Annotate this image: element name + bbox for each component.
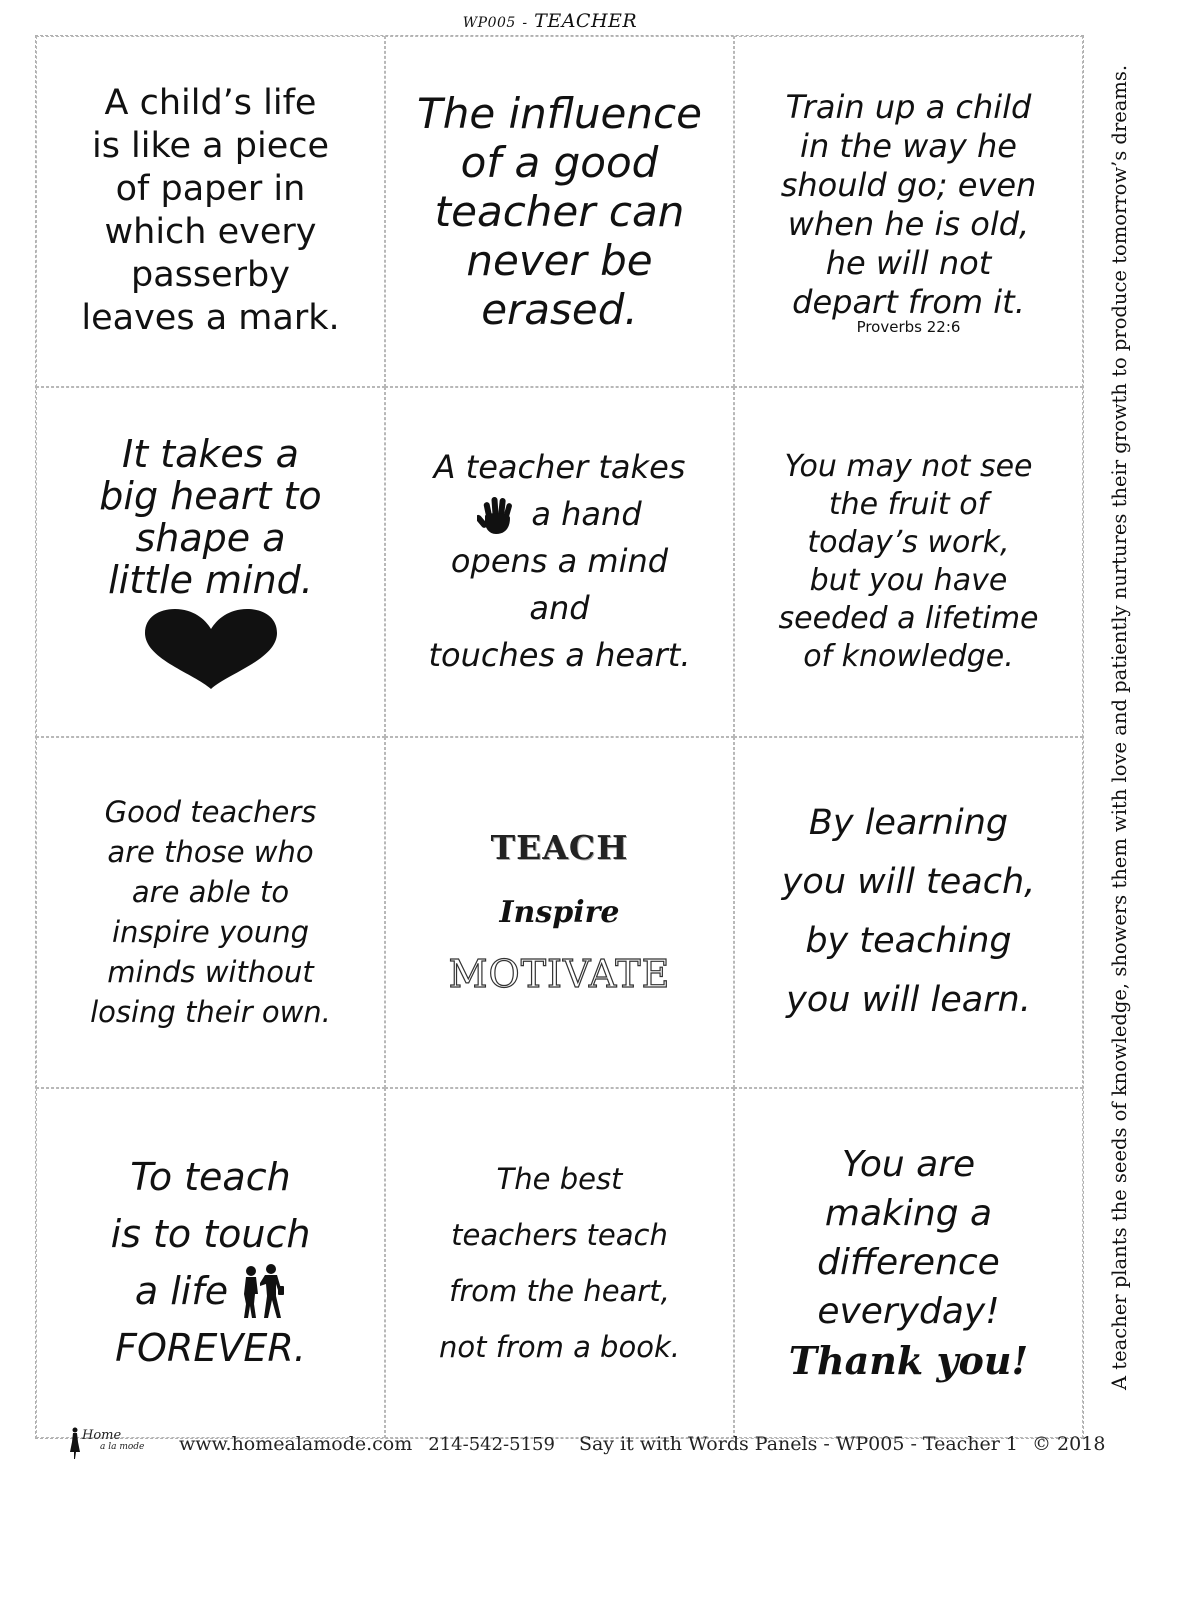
quote-line: A teacher takes [433,448,686,487]
sheet-header [0,10,1100,32]
quote-text: The influence of a good teacher can never be erased. [417,88,702,334]
product-title: Say it with Words Panels - WP005 - Teacher 1 [578,1433,1019,1455]
panel-making-a-difference [734,1088,1083,1439]
panel-fruit [734,387,1083,738]
logo-figure-icon [68,1426,82,1460]
panels-grid [35,35,1084,1439]
website-text: www.homealamode.com [179,1433,413,1455]
quote-text: It takes a big heart to shape a little mind. [99,431,322,602]
header-separator: - [522,15,528,31]
sheet-code: WP005 [462,15,516,31]
panel-takes-a-hand [385,387,734,738]
word-teach: TEACH [490,828,629,868]
copyright-text: © 2018 [1032,1433,1106,1455]
brand-logo [66,1426,176,1462]
word-inspire: Inspire [499,895,620,931]
quote-text: Good teachers are those who are able to inspire young minds without losing their own. [90,795,331,1030]
hand-icon [477,494,517,536]
life-line [135,1263,286,1320]
quote-reference: Proverbs 22:6 [856,317,961,336]
panel-by-learning [734,737,1083,1088]
quote-line: To teach [130,1154,291,1199]
panel-childs-life [36,36,385,387]
quote-text: By learning you will teach, by teaching you will learn. [781,803,1036,1021]
quote-text: opens a mind and touches a heart. [428,542,691,675]
footer [66,1424,1105,1464]
panel-good-teachers [36,737,385,1088]
walking-people-icon [238,1264,286,1320]
quote-line: FOREVER. [115,1325,306,1370]
sheet-title: TEACHER [534,10,638,32]
logo-line-2: a la mode [100,1442,145,1452]
quote-text: You may not see the fruit of today’s work, but you have seeded a lifetime of knowledge. [778,448,1039,674]
side-quote: A teacher plants the seeds of knowledge, showers them with love and patiently nurtures their growth to produce tomorrow’s dreams. [1108,64,1131,1390]
heart-icon [141,607,281,691]
quote-text: A child’s life is like a piece of paper in which every passerby leaves a mark. [81,83,340,339]
panel-best-teachers [385,1088,734,1439]
quote-text: You are making a difference everyday! [817,1143,1000,1332]
phone-text: 214-542-5159 [428,1433,555,1455]
panel-proverbs [734,36,1083,387]
quote-line: is to touch [110,1211,311,1256]
panel-touch-a-life [36,1088,385,1439]
thank-you-text: Thank you! [788,1337,1029,1383]
logo-line-1: Home [82,1428,122,1443]
quote-line: a hand [531,495,642,534]
word-motivate: MOTIVATE [448,952,671,997]
hand-line [477,491,641,538]
quote-text: Train up a child in the way he should go; even when he is old, he will not depart from it. [780,87,1037,321]
panel-teach-inspire-motivate [385,737,734,1088]
quote-text: The best teachers teach from the heart, not from a book. [439,1161,680,1364]
panel-influence [385,36,734,387]
panel-big-heart [36,387,385,738]
quote-line: a life [134,1268,229,1313]
